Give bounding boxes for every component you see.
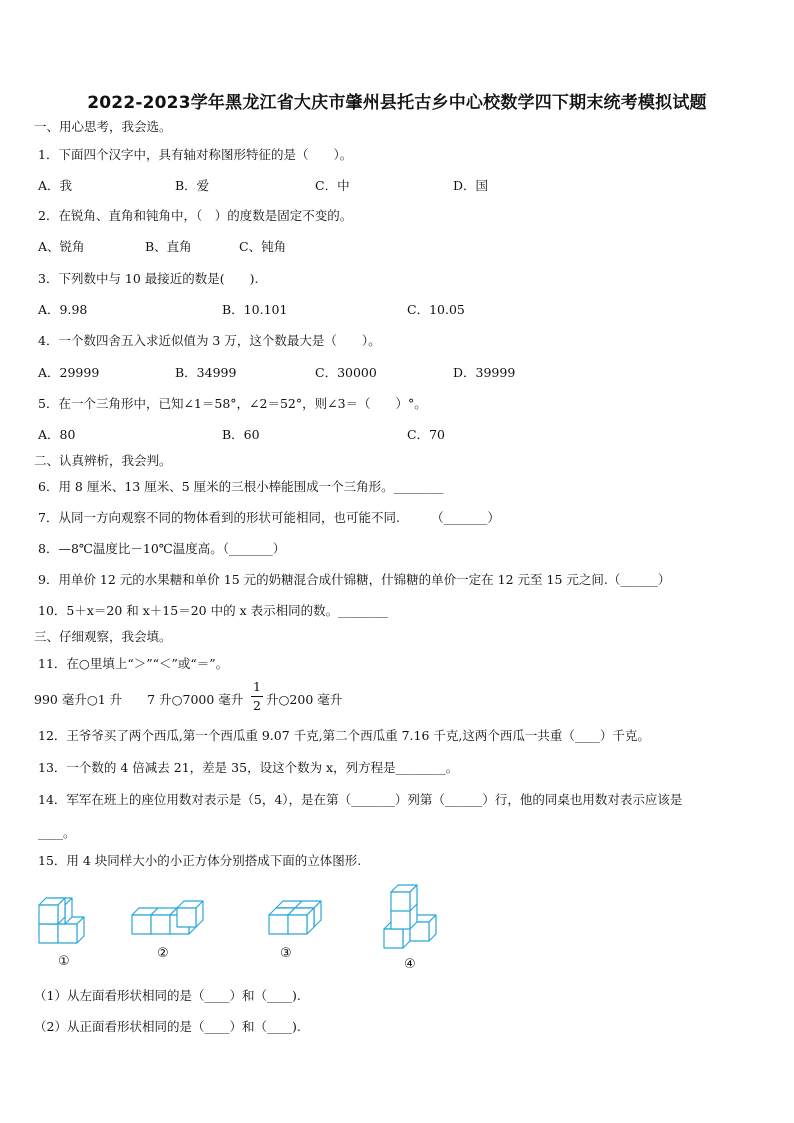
q11-compare-a: 990 毫升○1 升 7 升○7000 毫升 [34,692,244,707]
question-11: 11．在○里填上“＞”“＜”或“＝”。 [38,656,229,671]
q2-option-a: A、锐角 [38,239,85,254]
question-2: 2．在锐角、直角和钝角中，（ ）的度数是固定不变的。 [38,208,353,223]
q1-option-c: C．中 [315,178,350,193]
question-6: 6．用 8 厘米、13 厘米、5 厘米的三根小棒能围成一个三角形。________ [38,479,444,494]
figure-2-cubes [130,893,214,941]
figure-1-label: ① [58,954,70,969]
unit-cube-face [269,915,288,934]
q11-fraction [250,680,264,713]
unit-cube-face [39,924,58,943]
unit-cube-face [391,910,410,929]
figure-3-label: ③ [280,946,292,961]
q3-option-b: B．10.101 [222,302,288,317]
q4-option-d: D．39999 [453,365,516,380]
question-10: 10．5＋x＝20 和 x＋15＝20 中的 x 表示相同的数。________ [38,603,389,618]
unit-cube-face [58,924,77,943]
figure-1-cubes [38,886,88,944]
section-1-heading: 一、用心思考，我会选。 [34,119,172,134]
q1-option-b: B．爱 [175,178,210,193]
unit-cube-face [177,908,196,927]
figure-3-cubes [267,893,331,941]
question-9: 9．用单价 12 元的水果糖和单价 15 元的奶糖混合成什锦糖，什锦糖的单价一定在 12 元至 15 元之间.（______） [38,572,671,587]
fraction-numerator: 1 [253,679,261,694]
fraction-denominator: 2 [253,698,261,713]
section-2-heading: 二、认真辨析，我会判。 [34,453,172,468]
q1-option-a: A．我 [38,178,73,193]
section-3-heading: 三、仔细观察，我会填。 [34,629,172,644]
q1-option-d: D．国 [453,178,489,193]
unit-cube-face [384,929,403,948]
q4-option-a: A．29999 [38,365,100,380]
question-3: 3．下列数中与 10 最接近的数是( ). [38,271,259,286]
q5-option-a: A．80 [38,427,76,442]
page-title: 2022-2023学年黑龙江省大庆市肇州县托古乡中心校数学四下期末统考模拟试题 [87,93,707,113]
question-12: 12．王爷爷买了两个西瓜,第一个西瓜重 9.07 千克,第二个西瓜重 7.16 千克,这两个西瓜一共重（____）千克。 [38,728,650,743]
question-15-part-2: （2）从正面看形状相同的是（____）和（____). [34,1019,301,1034]
unit-cube-face [132,915,151,934]
figure-4-label: ④ [404,957,416,972]
question-14: 14．军军在班上的座位用数对表示是（5，4），是在第（_______）列第（______）行，他的同桌也用数对表示应该是 [38,792,683,807]
figure-2-label: ② [157,946,169,961]
question-13: 13．一个数的 4 倍减去 21，差是 35，设这个数为 x，列方程是________。 [38,760,459,775]
q4-option-c: C．30000 [315,365,377,380]
question-8: 8．—8℃温度比－10℃温度高。（_______） [38,541,286,556]
q5-option-c: C．70 [407,427,445,442]
q11-compare-b: 升○200 毫升 [266,692,343,707]
fraction-bar [251,696,263,697]
unit-cube-face [39,905,58,924]
q4-option-b: B．34999 [175,365,237,380]
q5-option-b: B．60 [222,427,260,442]
figure-4-cubes [382,884,442,952]
question-14-continued: ____。 [38,825,76,840]
unit-cube-face [288,915,307,934]
q2-option-c: C、钝角 [239,239,287,254]
q3-option-c: C．10.05 [407,302,465,317]
question-5: 5．在一个三角形中，已知∠1＝58°，∠2＝52°，则∠3＝（ ）°。 [38,396,427,411]
q2-option-b: B、直角 [145,239,192,254]
unit-cube-face [391,892,410,911]
question-7: 7．从同一方向观察不同的物体看到的形状可能相同，也可能不同. （_______） [38,510,500,525]
question-4: 4．一个数四舍五入求近似值为 3 万，这个数最大是（ ）。 [38,333,381,348]
question-1: 1．下面四个汉字中，具有轴对称图形特征的是（ ）。 [38,147,353,162]
q3-option-a: A．9.98 [38,302,88,317]
unit-cube-face [151,915,170,934]
question-15: 15．用 4 块同样大小的小正方体分别搭成下面的立体图形. [38,853,362,868]
question-15-part-1: （1）从左面看形状相同的是（____）和（____). [34,988,301,1003]
